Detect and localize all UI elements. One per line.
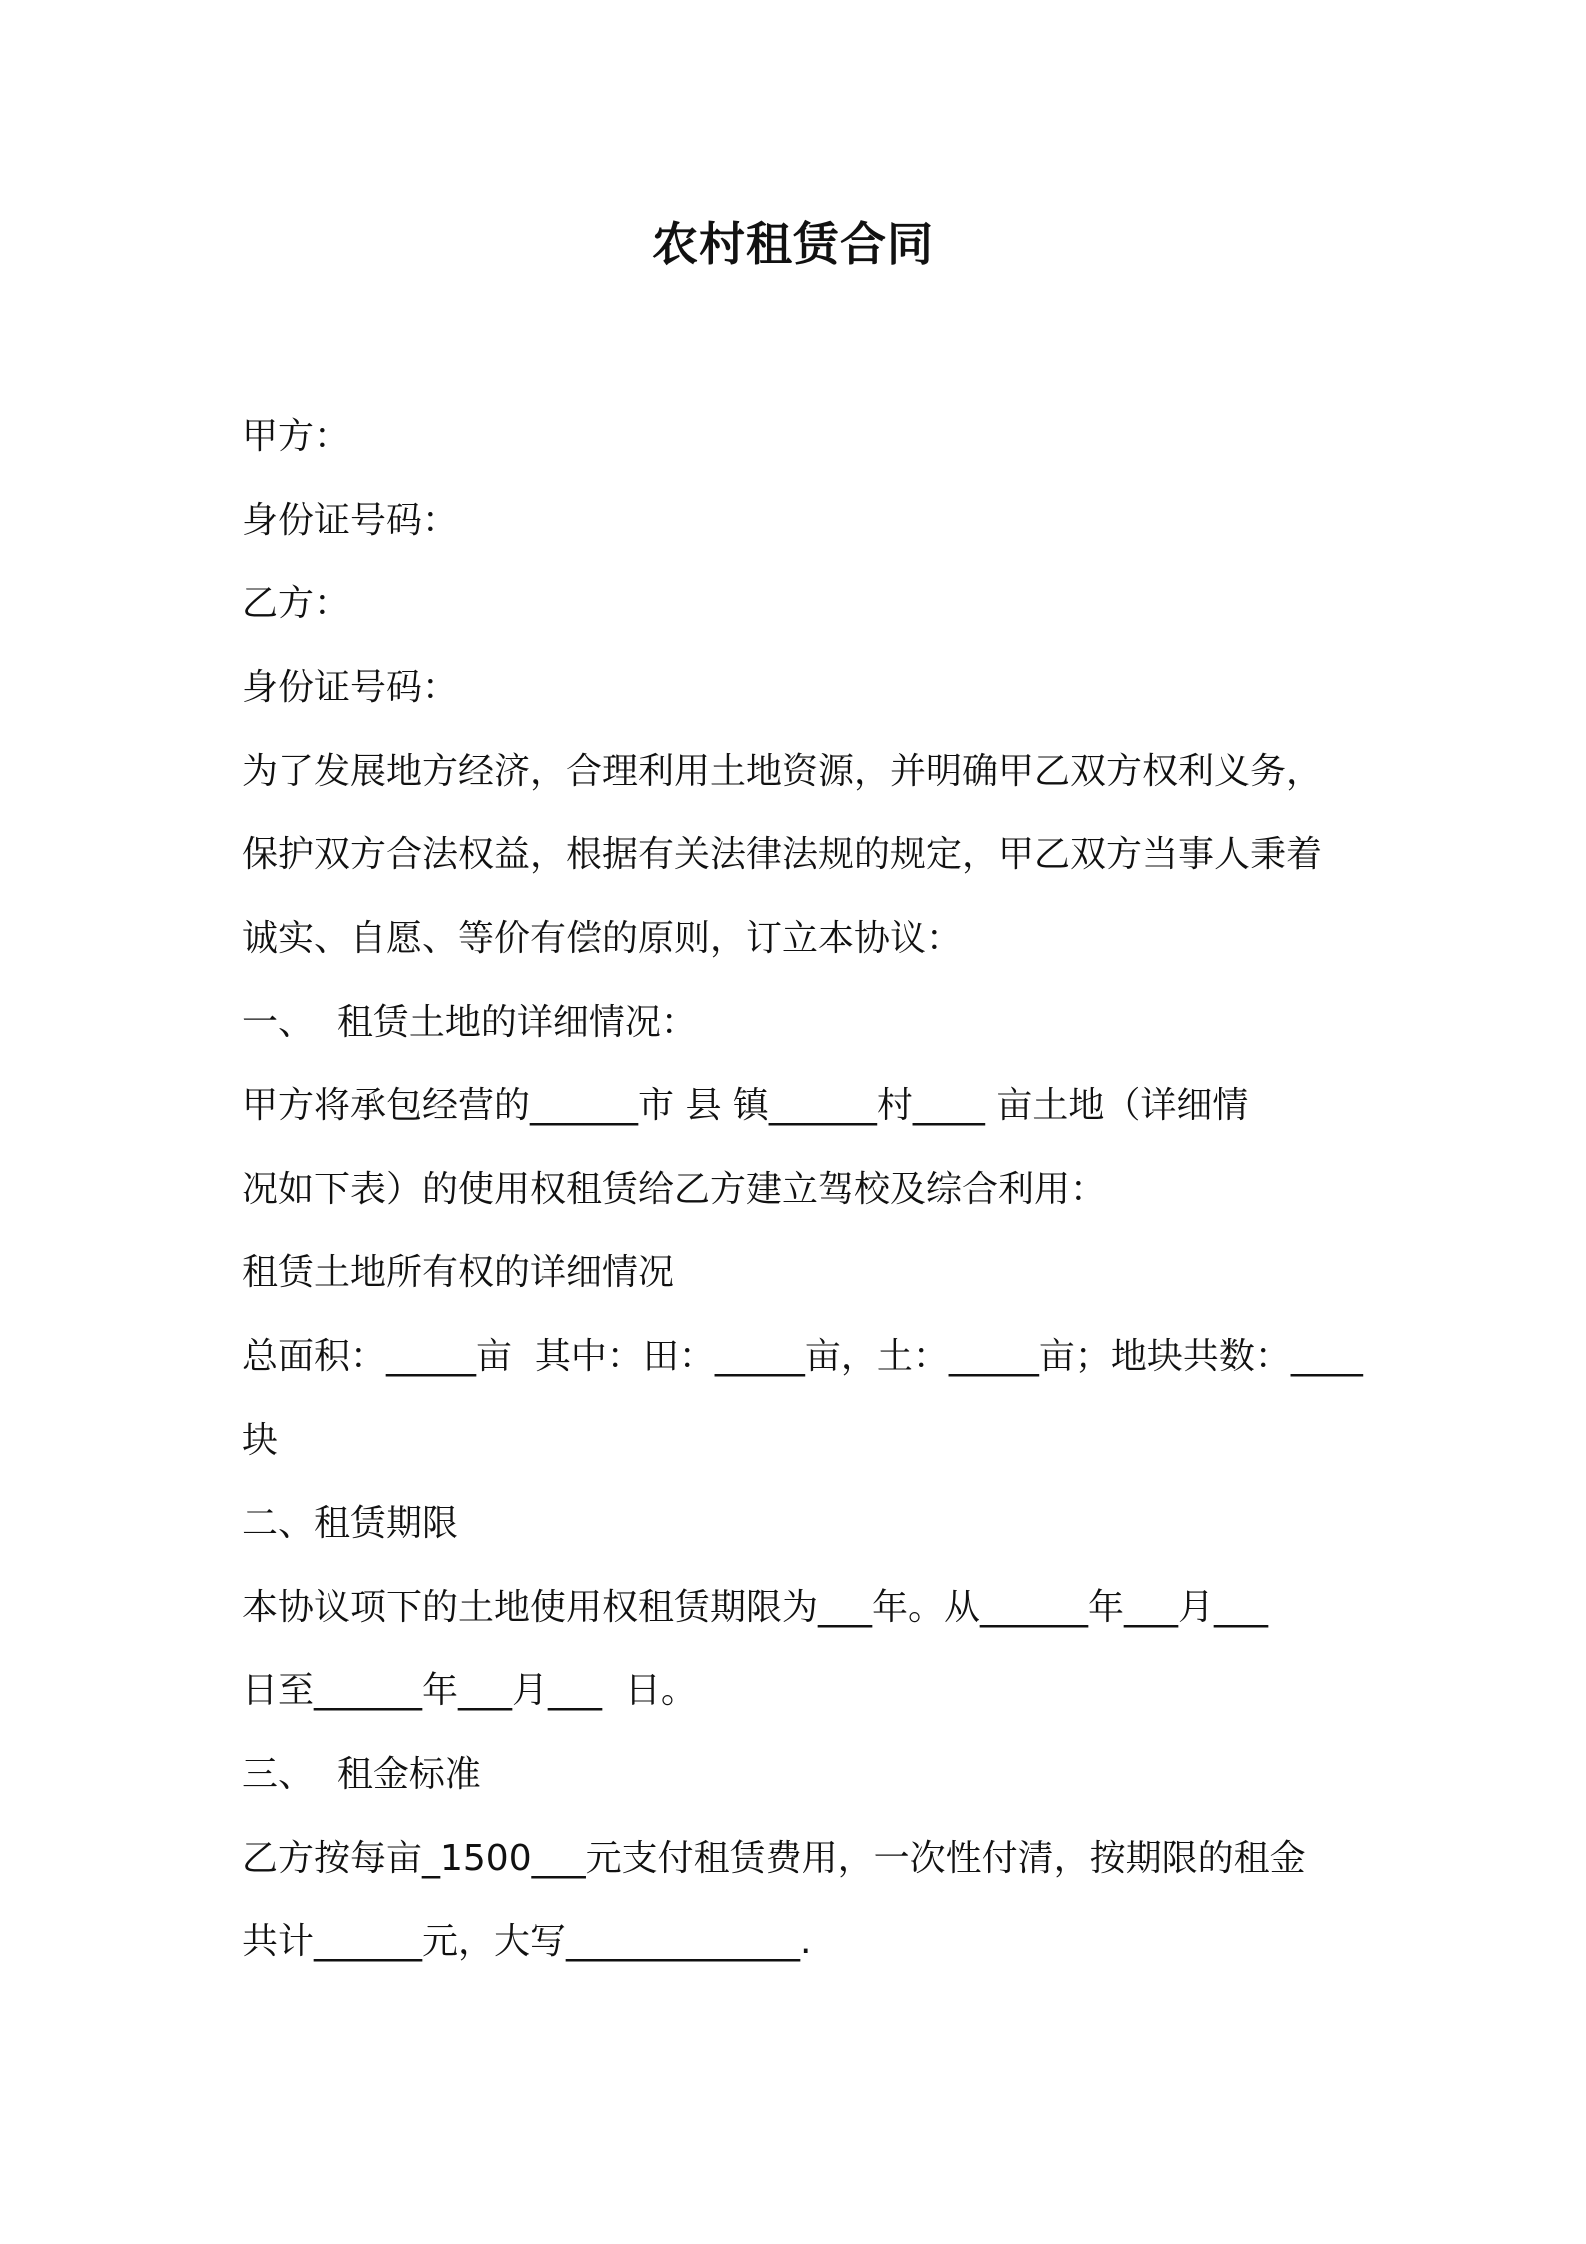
land-ownership-heading: 租赁土地所有权的详细情况 bbox=[242, 1252, 675, 1293]
rent-line-2: 共计______元，大写_____________. bbox=[242, 1921, 812, 1962]
section-1-heading: 一、 租赁土地的详细情况： bbox=[242, 1002, 697, 1043]
section-1-text-line-1: 甲方将承包经营的______市 县 镇______村____ 亩土地（详细情 bbox=[242, 1085, 1249, 1126]
preamble-line-1: 为了发展地方经济，合理利用土地资源，并明确甲乙双方权利义务， bbox=[242, 751, 1323, 792]
page-title: 农村租赁合同 bbox=[652, 217, 934, 271]
party-b-id-label: 身份证号码： bbox=[242, 667, 459, 708]
section-2-heading: 二、租赁期限 bbox=[242, 1503, 459, 1544]
lease-term-line-1: 本协议项下的土地使用权租赁期限为___年。从______年___月___ bbox=[242, 1587, 1269, 1628]
section-1-text-line-2: 况如下表）的使用权租赁给乙方建立驾校及综合利用： bbox=[242, 1169, 1107, 1210]
party-a-label: 甲方： bbox=[242, 416, 351, 457]
party-b-label: 乙方： bbox=[242, 583, 351, 624]
land-area-line-cont: 块 bbox=[242, 1420, 279, 1461]
section-3-heading: 三、 租金标准 bbox=[242, 1754, 481, 1795]
party-a-id-label: 身份证号码： bbox=[242, 500, 459, 541]
preamble-line-2: 保护双方合法权益，根据有关法律法规的规定，甲乙双方当事人秉着 bbox=[242, 834, 1323, 875]
preamble-line-3: 诚实、自愿、等价有偿的原则，订立本协议： bbox=[242, 918, 963, 959]
land-area-line: 总面积：_____亩 其中：田：_____亩，土：_____亩；地块共数：____ bbox=[242, 1336, 1363, 1377]
rent-line-1: 乙方按每亩_1500___元支付租赁费用，一次性付清，按期限的租金 bbox=[242, 1838, 1306, 1879]
lease-term-line-2: 日至______年___月___ 日。 bbox=[242, 1670, 697, 1711]
